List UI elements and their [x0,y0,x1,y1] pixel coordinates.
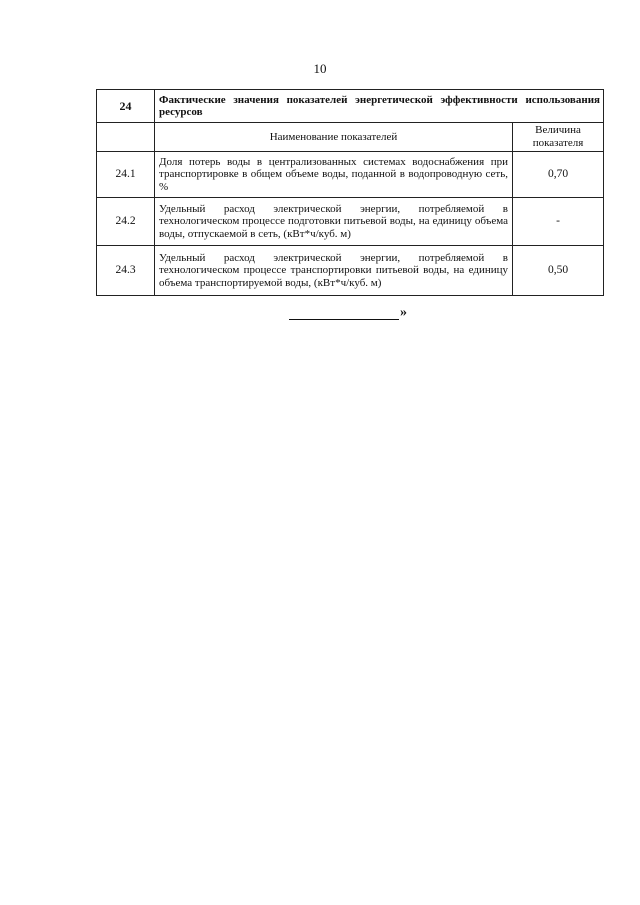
page-number: 10 [313,61,327,76]
row-number: 24.3 [97,246,155,296]
row-value: 0,50 [513,246,604,296]
section-title: Фактические значения показателей энергетической эффективности использования ресурсов [155,90,604,123]
row-value: - [513,198,604,246]
table-row [97,246,604,296]
row-indicator-name: Доля потерь воды в централизованных системах водоснабжения при транспортировке в общем объеме воды, поданной в водопроводную сеть, % [155,152,513,198]
header-name: Наименование показателей [155,123,513,152]
table-row [97,152,604,198]
closing-quote: » [400,305,407,320]
indicators-table [96,89,604,296]
closing-mark [289,305,407,320]
row-indicator-name: Удельный расход электрической энергии, потребляемой в технологическом процессе подготовки питьевой воды, на единицу объема воды, отпускаемой в сеть, (кВт*ч/куб. м) [155,198,513,246]
column-header-row [97,123,604,152]
row-number: 24.1 [97,152,155,198]
section-number: 24 [97,90,155,123]
section-header-row [97,90,604,123]
header-empty-cell [97,123,155,152]
closing-underline [289,305,399,320]
header-value: Величина показателя [513,123,604,152]
row-value: 0,70 [513,152,604,198]
row-indicator-name: Удельный расход электрической энергии, потребляемой в технологическом процессе транспортировки питьевой воды, на единицу объема транспортируемой воды, (кВт*ч/куб. м) [155,246,513,296]
row-number: 24.2 [97,198,155,246]
table-row [97,198,604,246]
